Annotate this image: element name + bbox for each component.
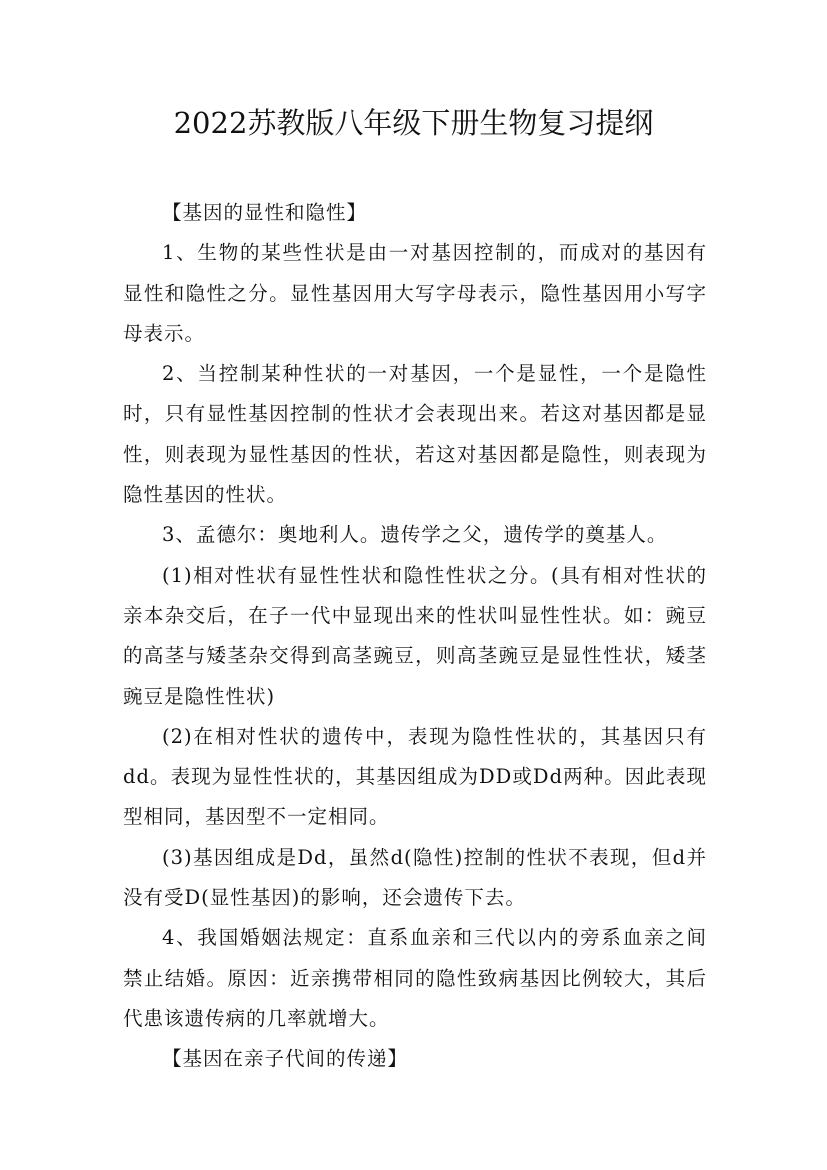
paragraph-3-1: (1)相对性状有显性性状和隐性性状之分。(具有相对性状的亲本杂交后，在子一代中显现出来的性状叫显性性状。如：豌豆的高茎与矮茎杂交得到高茎豌豆，则高茎豌豆是显性性状，矮茎豌豆是隐性性状) — [123, 563, 707, 708]
paragraph-2: 2、当控制某种性状的一对基因，一个是显性，一个是隐性时，只有显性基因控制的性状才会表现出来。若这对基因都是显性，则表现为显性基因的性状，若这对基因都是隐性，则表现为隐性基因的性状。 — [123, 362, 707, 507]
paragraph-3: 3、孟德尔：奥地利人。遗传学之父，遗传学的奠基人。 — [162, 523, 668, 547]
paragraph-3-2: (2)在相对性状的遗传中，表现为隐性性状的，其基因只有dd。表现为显性性状的，其基因组成为DD或Dd两种。因此表现型相同，基因型不一定相同。 — [123, 724, 707, 829]
document-body — [123, 193, 707, 1080]
section-heading-gene-transmission: 【基因在亲子代间的传递】 — [162, 1047, 409, 1071]
document-title: 2022苏教版八年级下册生物复习提纲 — [173, 106, 654, 140]
paragraph-1: 1、生物的某些性状是由一对基因控制的，而成对的基因有显性和隐性之分。显性基因用大写字母表示，隐性基因用小写字母表示。 — [123, 241, 707, 345]
paragraph-4: 4、我国婚姻法规定：直系血亲和三代以内的旁系血亲之间禁止结婚。原因：近亲携带相同的隐性致病基因比例较大，其后代患该遗传病的几率就增大。 — [123, 926, 707, 1030]
section-heading-dominant-recessive: 【基因的显性和隐性】 — [162, 201, 368, 224]
paragraph-3-3: (3)基因组成是Dd，虽然d(隐性)控制的性状不表现，但d并没有受D(显性基因)的影响，还会遗传下去。 — [123, 845, 707, 910]
